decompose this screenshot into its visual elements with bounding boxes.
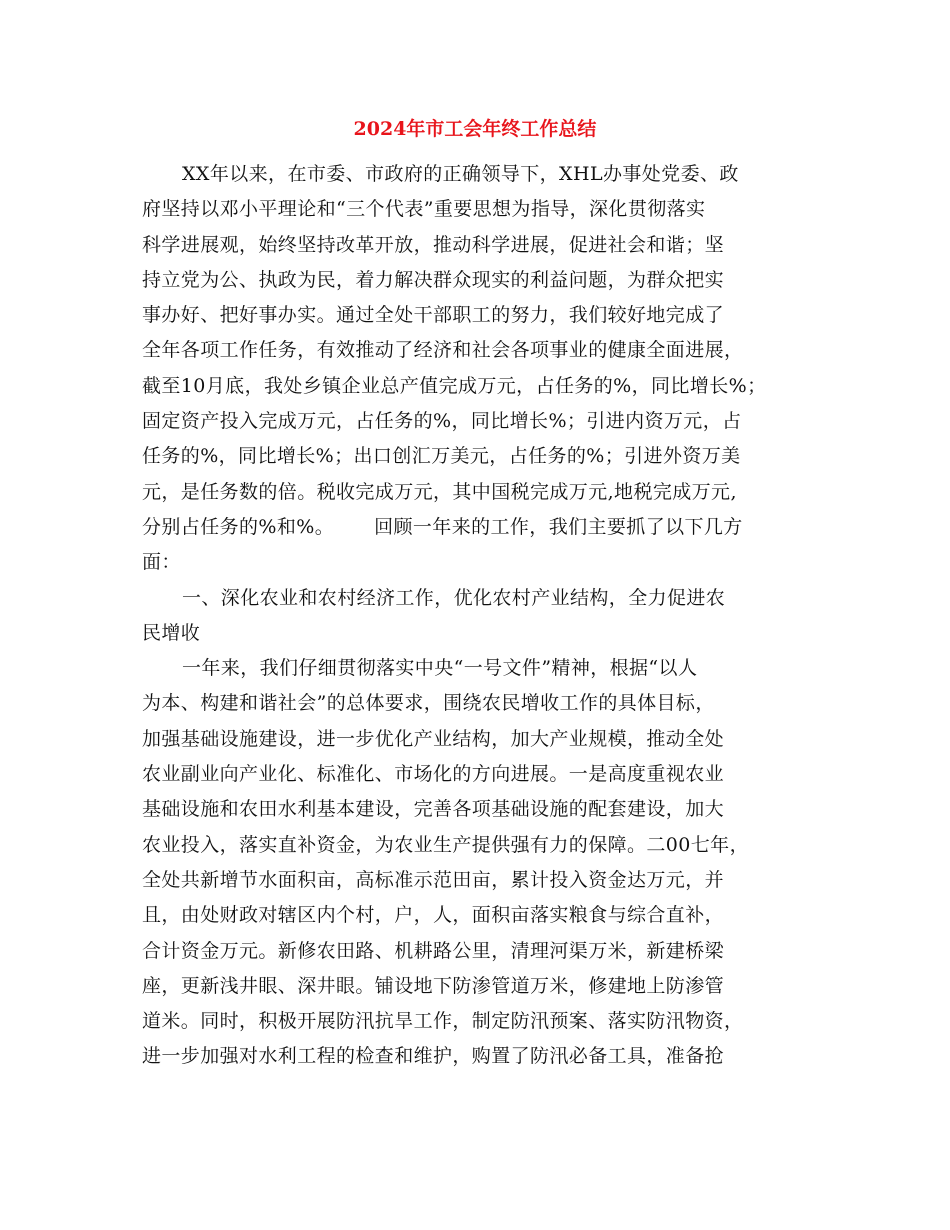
paragraph-inline-tail: 回顾一年来的工作，我们主要抓了以下几方 <box>374 515 743 538</box>
paragraph-line: 元，是任务数的倍。税收完成万元，其中国税完成万元,地税完成万元, <box>142 480 737 503</box>
paragraph-line: 合计资金万元。新修农田路、机耕路公里，清理河渠万米，新建桥梁 <box>142 939 725 962</box>
paragraph-line: 座，更新浅井眼、深井眼。铺设地下防渗管道万米，修建地上防渗管 <box>142 974 725 997</box>
paragraph-line-start: 分别占任务的%和%。 <box>142 515 335 538</box>
section-heading-line: 民增收 <box>142 621 201 644</box>
paragraph-line: 全年各项工作任务，有效推动了经济和社会各项事业的健康全面进展， <box>142 339 744 362</box>
paragraph-line: 为本、构建和谐社会”的总体要求，围绕农民增收工作的具体目标， <box>142 692 715 715</box>
document-body <box>142 157 822 1075</box>
paragraph-line: 基础设施和农田水利基本建设，完善各项基础设施的配套建设，加大 <box>142 798 725 821</box>
paragraph-line: 且，由处财政对辖区内个村，户，人，面积亩落实粮食与综合直补， <box>142 904 725 927</box>
paragraph-line: 全处共新增节水面积亩，高标准示范田亩，累计投入资金达万元，并 <box>142 868 725 891</box>
paragraph-line: 道米。同时，积极开展防汛抗旱工作，制定防汛预案、落实防汛物资， <box>142 1010 744 1033</box>
paragraph-line: 持立党为公、执政为民，着力解决群众现实的利益问题，为群众把实 <box>142 268 725 291</box>
paragraph-line: 面： <box>142 551 181 574</box>
paragraph-line: 府坚持以邓小平理论和“三个代表”重要思想为指导，深化贯彻落实 <box>142 198 706 221</box>
paragraph-line: 农业副业向产业化、标准化、市场化的方向进展。一是高度重视农业 <box>142 763 725 786</box>
paragraph-line: 进一步加强对水利工程的检查和维护，购置了防汛必备工具，准备抢 <box>142 1045 725 1068</box>
paragraph-line: 截至10月底，我处乡镇企业总产值完成万元，占任务的%，同比增长%； <box>142 374 767 397</box>
paragraph-line: 任务的%，同比增长%；出口创汇万美元，占任务的%；引进外资万美 <box>142 445 741 468</box>
paragraph-line: 农业投入，落实直补资金，为农业生产提供强有力的保障。二00七年， <box>142 833 749 856</box>
paragraph-line: 事办好、把好事办实。通过全处干部职工的努力，我们较好地完成了 <box>142 304 725 327</box>
paragraph-line: 固定资产投入完成万元，占任务的%，同比增长%；引进内资万元，占 <box>142 410 742 433</box>
paragraph-line-with-tail <box>142 510 822 545</box>
document-title: 2024年市工会年终工作总结 <box>353 118 597 140</box>
paragraph-line: 一年来，我们仔细贯彻落实中央“一号文件”精神，根据“以人 <box>182 657 698 680</box>
paragraph-line: 科学进展观，始终坚持改革开放，推动科学进展，促进社会和谐；坚 <box>142 233 725 256</box>
paragraph-line: XX年以来，在市委、市政府的正确领导下，XHL办事处党委、政 <box>182 163 739 185</box>
paragraph-line: 加强基础设施建设，进一步优化产业结构，加大产业规模，推动全处 <box>142 727 725 750</box>
section-heading-line: 一、深化农业和农村经济工作，优化农村产业结构，全力促进农 <box>182 586 726 609</box>
